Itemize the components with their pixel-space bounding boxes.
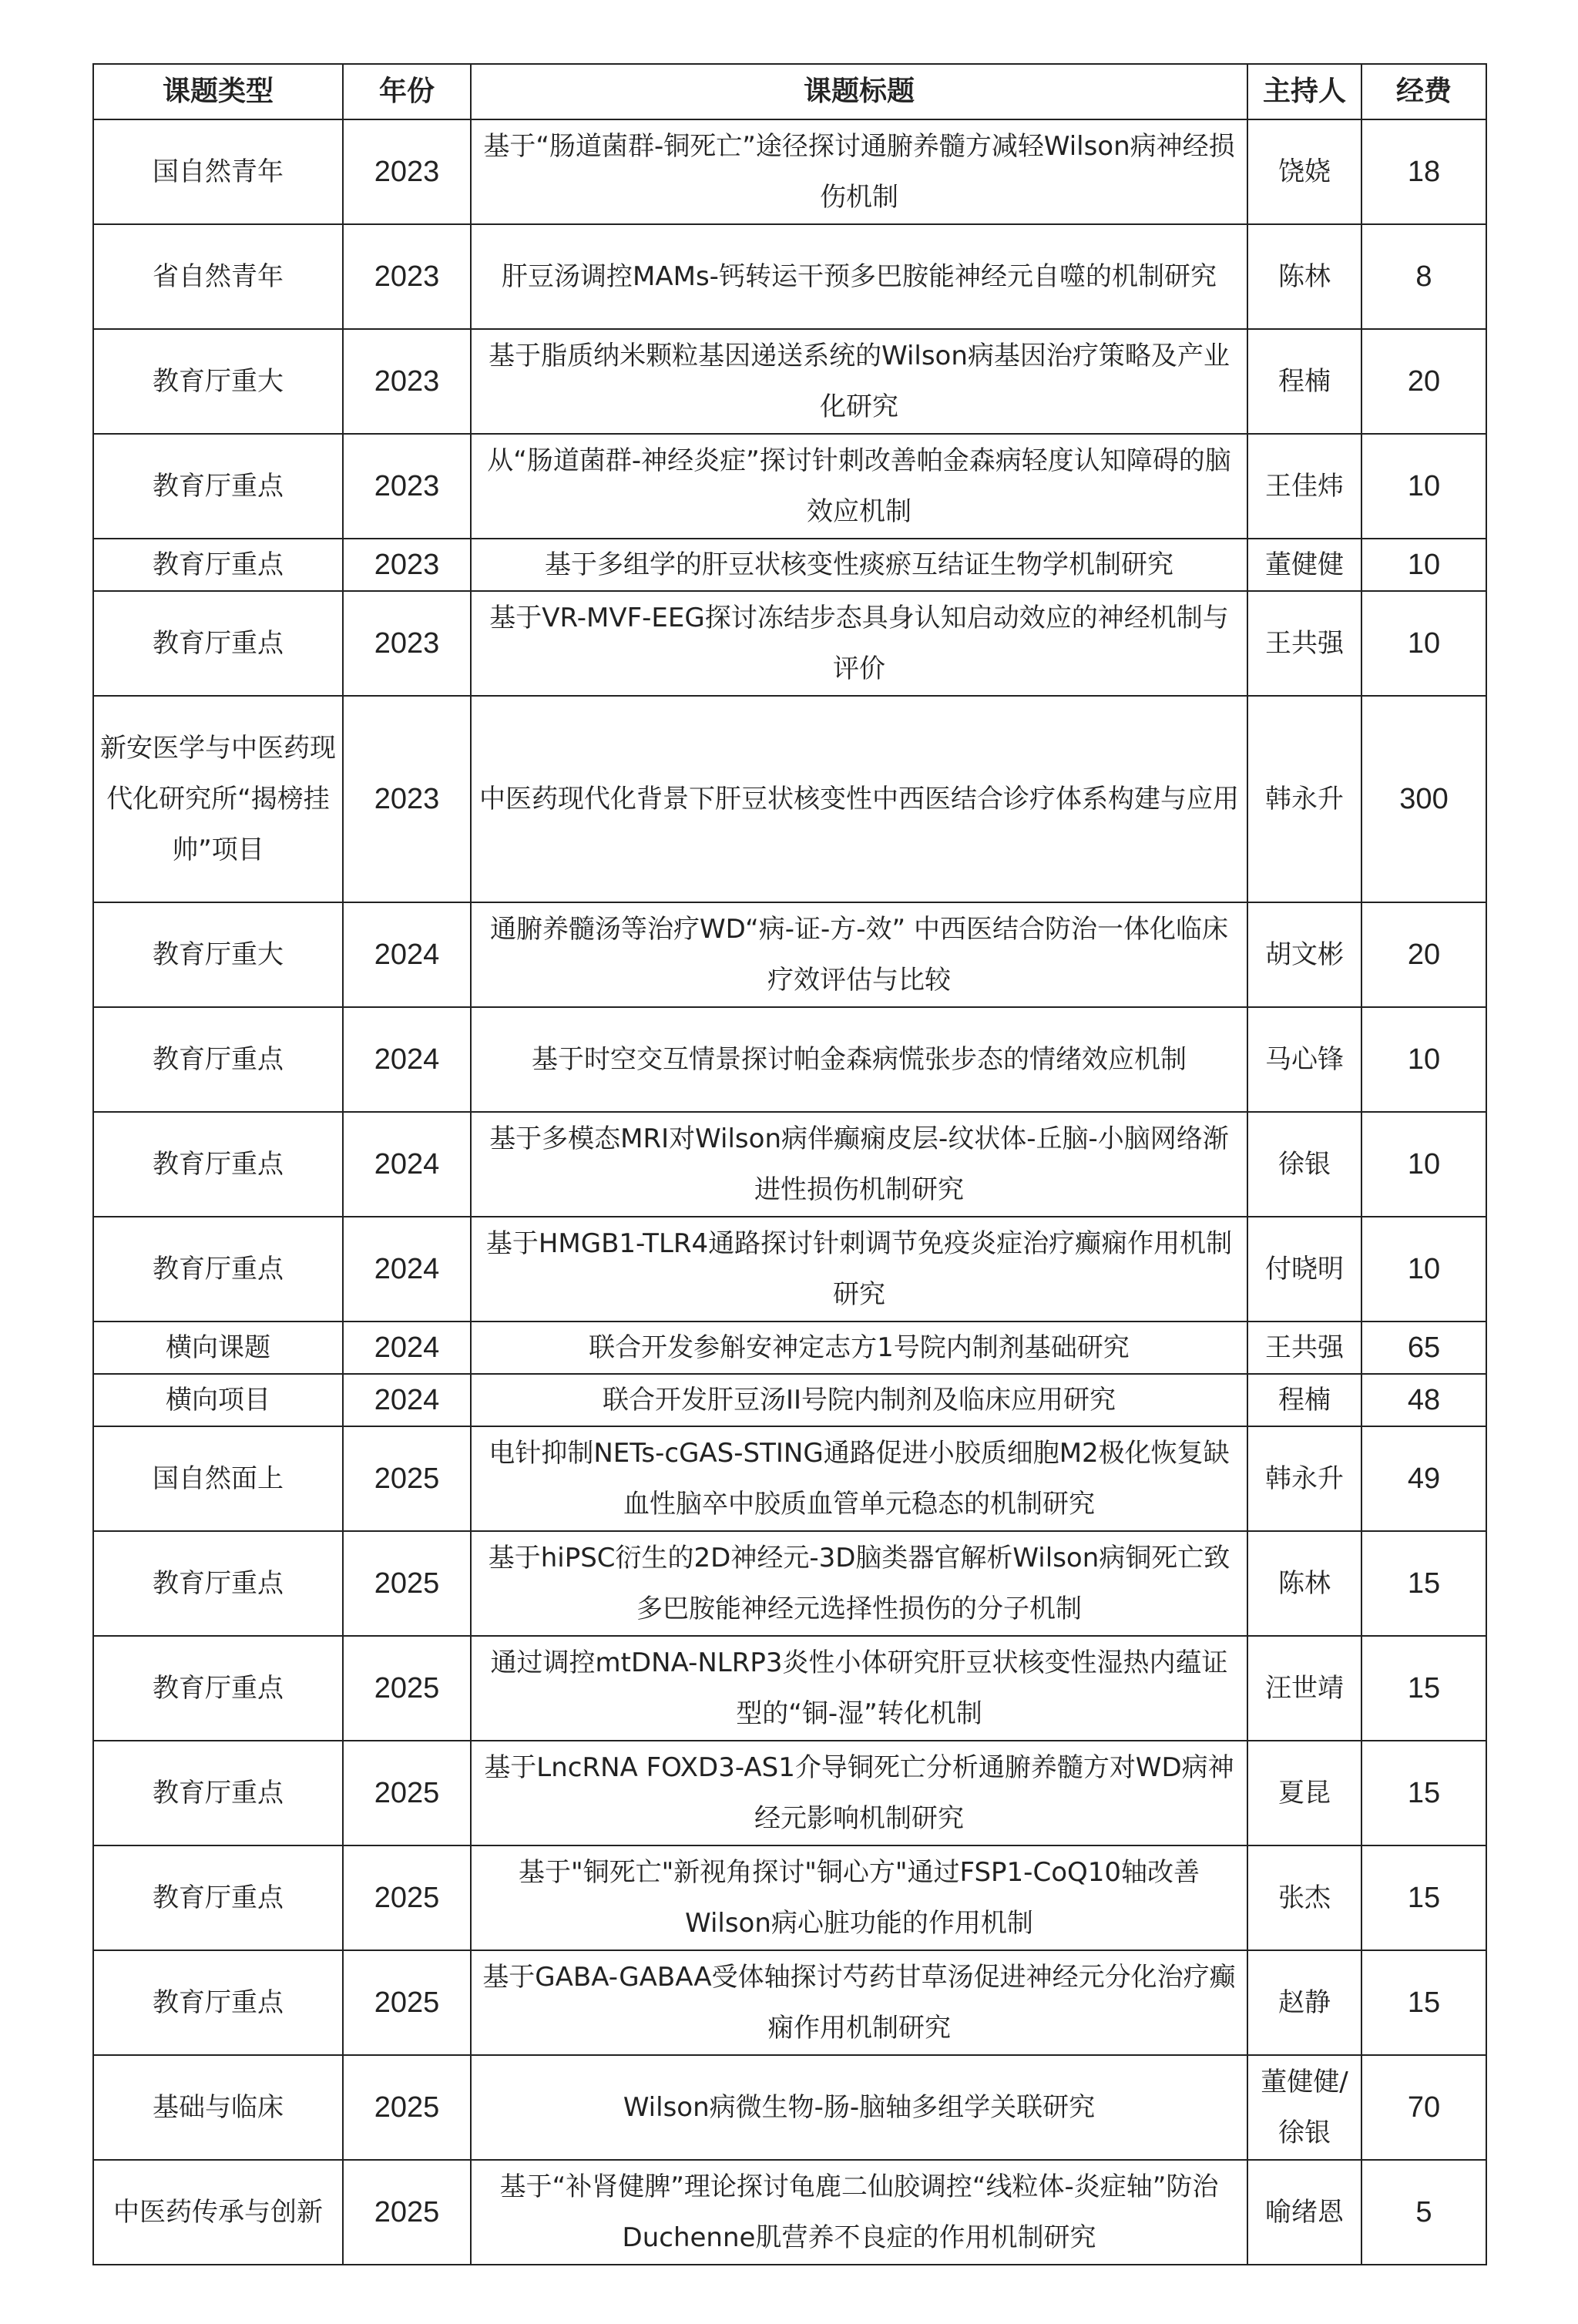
funds-cell: 15 xyxy=(1361,1845,1486,1950)
table-row xyxy=(93,902,1486,1007)
table-row xyxy=(93,1845,1486,1950)
pi-cell: 陈林 xyxy=(1247,1531,1361,1636)
pi-cell: 陈林 xyxy=(1247,224,1361,329)
funds-cell: 18 xyxy=(1361,119,1486,224)
funds-cell: 10 xyxy=(1361,1112,1486,1217)
table-body xyxy=(93,64,1486,2265)
table-row xyxy=(93,1112,1486,1217)
type-cell: 教育厅重点 xyxy=(93,1636,343,1741)
type-cell: 教育厅重点 xyxy=(93,1845,343,1950)
title-cell: 联合开发参斛安神定志方1号院内制剂基础研究 xyxy=(471,1322,1247,1374)
table-row xyxy=(93,1950,1486,2055)
pi-cell: 程楠 xyxy=(1247,1374,1361,1426)
pi-cell: 王共强 xyxy=(1247,1322,1361,1374)
type-cell: 横向项目 xyxy=(93,1374,343,1426)
year-cell: 2024 xyxy=(343,1112,471,1217)
year-cell: 2023 xyxy=(343,434,471,539)
type-cell: 教育厅重点 xyxy=(93,1217,343,1322)
year-cell: 2025 xyxy=(343,1950,471,2055)
grant-table xyxy=(92,63,1487,2265)
funds-cell: 5 xyxy=(1361,2160,1486,2265)
funds-cell: 10 xyxy=(1361,1217,1486,1322)
funds-cell: 15 xyxy=(1361,1950,1486,2055)
header-pi: 主持人 xyxy=(1247,64,1361,119)
pi-cell: 董健健/徐银 xyxy=(1247,2055,1361,2160)
header-type: 课题类型 xyxy=(93,64,343,119)
funds-cell: 10 xyxy=(1361,539,1486,591)
year-cell: 2024 xyxy=(343,1007,471,1112)
type-cell: 教育厅重点 xyxy=(93,591,343,696)
funds-cell: 10 xyxy=(1361,1007,1486,1112)
table-row xyxy=(93,2055,1486,2160)
title-cell: 通过调控mtDNA-NLRP3炎性小体研究肝豆状核变性湿热内蕴证型的“铜-湿”转化机制 xyxy=(471,1636,1247,1741)
type-cell: 中医药传承与创新 xyxy=(93,2160,343,2265)
funds-cell: 10 xyxy=(1361,591,1486,696)
pi-cell: 董健健 xyxy=(1247,539,1361,591)
table-row xyxy=(93,329,1486,434)
type-cell: 教育厅重点 xyxy=(93,1112,343,1217)
table-row xyxy=(93,2160,1486,2265)
pi-cell: 韩永升 xyxy=(1247,696,1361,902)
type-cell: 教育厅重点 xyxy=(93,539,343,591)
pi-cell: 马心锋 xyxy=(1247,1007,1361,1112)
funds-cell: 20 xyxy=(1361,902,1486,1007)
year-cell: 2023 xyxy=(343,119,471,224)
pi-cell: 王佳炜 xyxy=(1247,434,1361,539)
pi-cell: 胡文彬 xyxy=(1247,902,1361,1007)
header-funds: 经费 xyxy=(1361,64,1486,119)
title-cell: 基于“肠道菌群-铜死亡”途径探讨通腑养髓方减轻Wilson病神经损伤机制 xyxy=(471,119,1247,224)
year-cell: 2025 xyxy=(343,2055,471,2160)
type-cell: 教育厅重大 xyxy=(93,902,343,1007)
title-cell: Wilson病微生物-肠-脑轴多组学关联研究 xyxy=(471,2055,1247,2160)
header-year: 年份 xyxy=(343,64,471,119)
year-cell: 2025 xyxy=(343,2160,471,2265)
title-cell: 基于HMGB1-TLR4通路探讨针刺调节免疫炎症治疗癫痫作用机制研究 xyxy=(471,1217,1247,1322)
table-row xyxy=(93,1531,1486,1636)
type-cell: 教育厅重点 xyxy=(93,1741,343,1845)
type-cell: 国自然面上 xyxy=(93,1426,343,1531)
year-cell: 2023 xyxy=(343,329,471,434)
type-cell: 教育厅重点 xyxy=(93,434,343,539)
year-cell: 2025 xyxy=(343,1845,471,1950)
pi-cell: 饶娆 xyxy=(1247,119,1361,224)
pi-cell: 喻绪恩 xyxy=(1247,2160,1361,2265)
funds-cell: 70 xyxy=(1361,2055,1486,2160)
funds-cell: 65 xyxy=(1361,1322,1486,1374)
year-cell: 2025 xyxy=(343,1426,471,1531)
funds-cell: 10 xyxy=(1361,434,1486,539)
pi-cell: 徐银 xyxy=(1247,1112,1361,1217)
type-cell: 国自然青年 xyxy=(93,119,343,224)
funds-cell: 15 xyxy=(1361,1741,1486,1845)
title-cell: 基于时空交互情景探讨帕金森病慌张步态的情绪效应机制 xyxy=(471,1007,1247,1112)
table-row xyxy=(93,1374,1486,1426)
title-cell: 基于多模态MRI对Wilson病伴癫痫皮层-纹状体-丘脑-小脑网络渐进性损伤机制研究 xyxy=(471,1112,1247,1217)
table-row xyxy=(93,119,1486,224)
pi-cell: 付晓明 xyxy=(1247,1217,1361,1322)
title-cell: 基于“补肾健脾”理论探讨龟鹿二仙胶调控“线粒体-炎症轴”防治Duchenne肌营养不良症的作用机制研究 xyxy=(471,2160,1247,2265)
title-cell: 基于多组学的肝豆状核变性痰瘀互结证生物学机制研究 xyxy=(471,539,1247,591)
pi-cell: 张杰 xyxy=(1247,1845,1361,1950)
type-cell: 省自然青年 xyxy=(93,224,343,329)
title-cell: 基于"铜死亡"新视角探讨"铜心方"通过FSP1-CoQ10轴改善Wilson病心脏功能的作用机制 xyxy=(471,1845,1247,1950)
type-cell: 教育厅重点 xyxy=(93,1531,343,1636)
year-cell: 2024 xyxy=(343,1217,471,1322)
funds-cell: 300 xyxy=(1361,696,1486,902)
funds-cell: 15 xyxy=(1361,1531,1486,1636)
pi-cell: 汪世靖 xyxy=(1247,1636,1361,1741)
table-row xyxy=(93,1426,1486,1531)
table-row xyxy=(93,1741,1486,1845)
type-cell: 新安医学与中医药现代化研究所“揭榜挂帅”项目 xyxy=(93,696,343,902)
pi-cell: 赵静 xyxy=(1247,1950,1361,2055)
title-cell: 基于GABA-GABAA受体轴探讨芍药甘草汤促进神经元分化治疗癫痫作用机制研究 xyxy=(471,1950,1247,2055)
title-cell: 中医药现代化背景下肝豆状核变性中西医结合诊疗体系构建与应用 xyxy=(471,696,1247,902)
year-cell: 2023 xyxy=(343,591,471,696)
funds-cell: 48 xyxy=(1361,1374,1486,1426)
funds-cell: 49 xyxy=(1361,1426,1486,1531)
table-header-row xyxy=(93,64,1486,119)
pi-cell: 程楠 xyxy=(1247,329,1361,434)
year-cell: 2024 xyxy=(343,1322,471,1374)
table-row xyxy=(93,1217,1486,1322)
title-cell: 联合开发肝豆汤II号院内制剂及临床应用研究 xyxy=(471,1374,1247,1426)
year-cell: 2025 xyxy=(343,1741,471,1845)
type-cell: 教育厅重点 xyxy=(93,1950,343,2055)
title-cell: 基于hiPSC衍生的2D神经元-3D脑类器官解析Wilson病铜死亡致多巴胺能神经元选择性损伤的分子机制 xyxy=(471,1531,1247,1636)
header-title: 课题标题 xyxy=(471,64,1247,119)
table-row xyxy=(93,591,1486,696)
year-cell: 2024 xyxy=(343,902,471,1007)
funds-cell: 15 xyxy=(1361,1636,1486,1741)
table-row xyxy=(93,539,1486,591)
year-cell: 2025 xyxy=(343,1636,471,1741)
funds-cell: 8 xyxy=(1361,224,1486,329)
title-cell: 基于LncRNA FOXD3-AS1介导铜死亡分析通腑养髓方对WD病神经元影响机制研究 xyxy=(471,1741,1247,1845)
pi-cell: 韩永升 xyxy=(1247,1426,1361,1531)
table-row xyxy=(93,1007,1486,1112)
table-row xyxy=(93,434,1486,539)
pi-cell: 夏昆 xyxy=(1247,1741,1361,1845)
year-cell: 2025 xyxy=(343,1531,471,1636)
table-row xyxy=(93,224,1486,329)
table-row xyxy=(93,1322,1486,1374)
funds-cell: 20 xyxy=(1361,329,1486,434)
table-row xyxy=(93,1636,1486,1741)
title-cell: 基于脂质纳米颗粒基因递送系统的Wilson病基因治疗策略及产业化研究 xyxy=(471,329,1247,434)
year-cell: 2023 xyxy=(343,224,471,329)
year-cell: 2023 xyxy=(343,696,471,902)
title-cell: 基于VR-MVF-EEG探讨冻结步态具身认知启动效应的神经机制与评价 xyxy=(471,591,1247,696)
type-cell: 教育厅重大 xyxy=(93,329,343,434)
title-cell: 电针抑制NETs-cGAS-STING通路促进小胶质细胞M2极化恢复缺血性脑卒中胶质血管单元稳态的机制研究 xyxy=(471,1426,1247,1531)
year-cell: 2023 xyxy=(343,539,471,591)
year-cell: 2024 xyxy=(343,1374,471,1426)
table-row xyxy=(93,696,1486,902)
title-cell: 通腑养髓汤等治疗WD“病-证-方-效” 中西医结合防治一体化临床疗效评估与比较 xyxy=(471,902,1247,1007)
type-cell: 横向课题 xyxy=(93,1322,343,1374)
pi-cell: 王共强 xyxy=(1247,591,1361,696)
title-cell: 从“肠道菌群-神经炎症”探讨针刺改善帕金森病轻度认知障碍的脑效应机制 xyxy=(471,434,1247,539)
title-cell: 肝豆汤调控MAMs-钙转运干预多巴胺能神经元自噬的机制研究 xyxy=(471,224,1247,329)
type-cell: 基础与临床 xyxy=(93,2055,343,2160)
type-cell: 教育厅重点 xyxy=(93,1007,343,1112)
